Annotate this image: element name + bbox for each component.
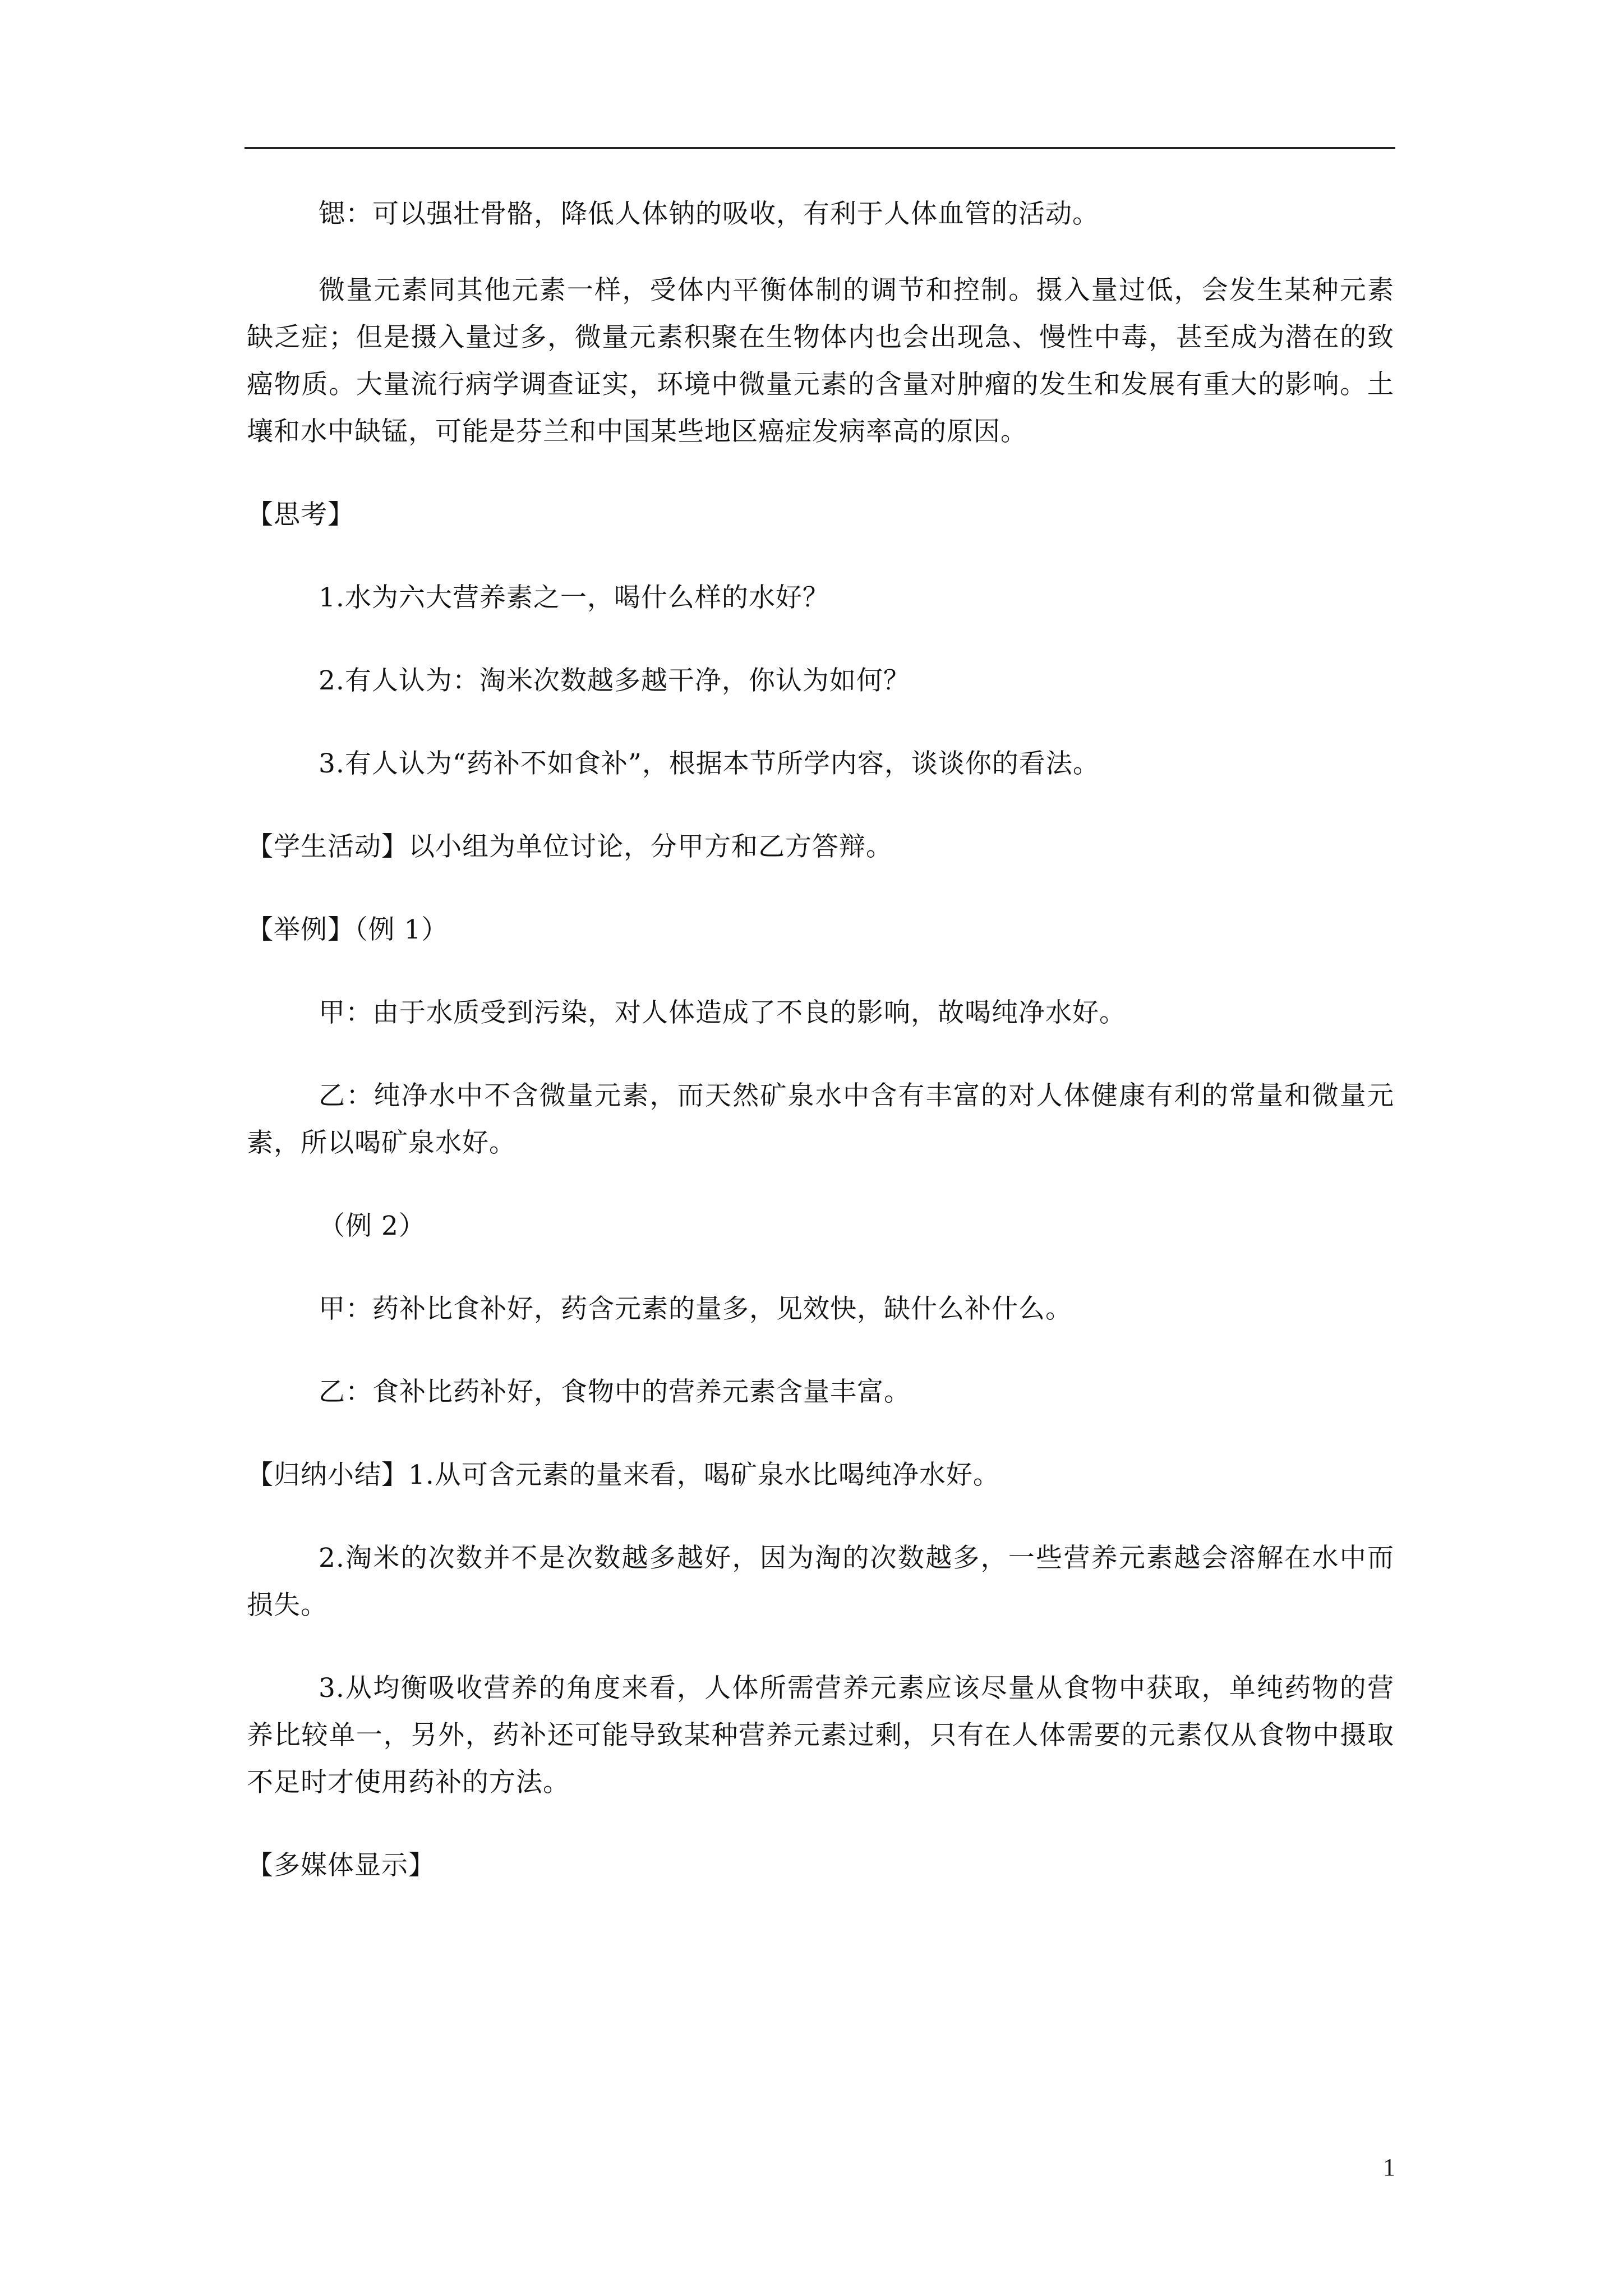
example-2-side-b: 乙：食补比药补好，食物中的营养元素含量丰富。 bbox=[319, 1377, 911, 1407]
summary-1: 【归纳小结】1.从可含元素的量来看，喝矿泉水比喝纯净水好。 bbox=[247, 1460, 1000, 1490]
header-rule bbox=[245, 147, 1395, 149]
question-2: 2.有人认为：淘米次数越多越干净，你认为如何？ bbox=[319, 665, 910, 696]
multimedia-heading: 【多媒体显示】 bbox=[247, 1850, 435, 1881]
example-2-side-a: 甲：药补比食补好，药含元素的量多，见效快，缺什么补什么。 bbox=[319, 1294, 1072, 1324]
example-2-heading: （例 2） bbox=[319, 1211, 426, 1241]
think-heading: 【思考】 bbox=[247, 499, 354, 530]
question-1: 1.水为六大营养素之一，喝什么样的水好？ bbox=[319, 582, 829, 613]
document-body bbox=[247, 191, 1394, 1889]
page-number: 1 bbox=[1383, 2154, 1395, 2181]
summary-3: 3.从均衡吸收营养的角度来看，人体所需营养元素应该尽量从食物中获取，单纯药物的营养比较单一，另外，药补还可能导致某种营养元素过剩，只有在人体需要的元素仅从食物中摄取不足时才使用药补的方法。 bbox=[247, 1673, 1394, 1798]
summary-2: 2.淘米的次数并不是次数越多越好，因为淘的次数越多，一些营养元素越会溶解在水中而损失。 bbox=[247, 1543, 1394, 1621]
student-activity: 【学生活动】以小组为单位讨论，分甲方和乙方答辩。 bbox=[247, 831, 893, 862]
example-1-side-a: 甲：由于水质受到污染，对人体造成了不良的影响，故喝纯净水好。 bbox=[319, 997, 1126, 1028]
example-heading: 【举例】（例 1） bbox=[247, 914, 449, 945]
trace-elements-paragraph: 微量元素同其他元素一样，受体内平衡体制的调节和控制。摄入量过低，会发生某种元素缺乏症；但是摄入量过多，微量元素积聚在生物体内也会出现急、慢性中毒，甚至成为潜在的致癌物质。大量流行病学调查证实，环境中微量元素的含量对肿瘤的发生和发展有重大的影响。土壤和水中缺锰，可能是芬兰和中国某些地区癌症发病率高的原因。 bbox=[247, 275, 1394, 447]
example-1-side-b: 乙：纯净水中不含微量元素，而天然矿泉水中含有丰富的对人体健康有利的常量和微量元素，所以喝矿泉水好。 bbox=[247, 1080, 1394, 1158]
question-3: 3.有人认为“药补不如食补”，根据本节所学内容，谈谈你的看法。 bbox=[319, 748, 1100, 779]
strontium-paragraph: 锶：可以强壮骨骼，降低人体钠的吸收，有利于人体血管的活动。 bbox=[319, 199, 1099, 229]
